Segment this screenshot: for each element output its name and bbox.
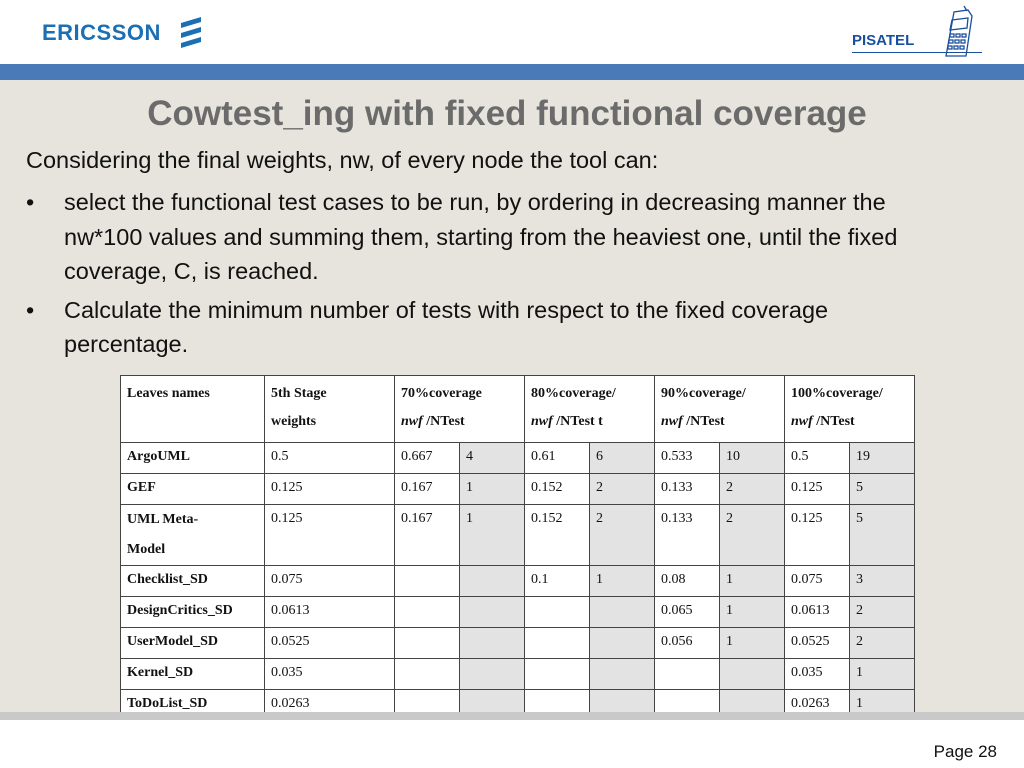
coverage-cell: 0.075: [785, 566, 850, 597]
coverage-cell: 0.0263: [785, 690, 850, 721]
ntest-cell: 6: [590, 443, 655, 474]
leaf-name-cell: Kernel_SD: [121, 659, 265, 690]
page-number: Page 28: [933, 742, 997, 761]
coverage-cell: 0.035: [785, 659, 850, 690]
intro-text: Considering the final weights, nw, of every node the tool can:: [26, 147, 659, 173]
weight-cell: 0.5: [265, 443, 395, 474]
coverage-cell: 0.152: [525, 474, 590, 505]
pisatel-logo-text: PISATEL: [852, 32, 915, 49]
coverage-cell: 0.133: [655, 474, 720, 505]
coverage-cell: 0.533: [655, 443, 720, 474]
weight-cell: 0.0525: [265, 628, 395, 659]
coverage-cell: 0.125: [785, 505, 850, 566]
bullet-dot: •: [26, 189, 35, 215]
weight-cell: 0.035: [265, 659, 395, 690]
ntest-cell: 5: [850, 505, 915, 566]
ntest-cell: 5: [850, 474, 915, 505]
coverage-cell: 0.167: [395, 505, 460, 566]
phone-icon: [932, 4, 982, 60]
coverage-cell: 0.667: [395, 443, 460, 474]
header-cell: 90%coverage/ nwf /NTest: [655, 376, 785, 443]
coverage-cell: 0.056: [655, 628, 720, 659]
coverage-cell: [395, 566, 460, 597]
ntest-cell: 1: [460, 505, 525, 566]
ntest-cell: 2: [720, 505, 785, 566]
coverage-cell: [525, 597, 590, 628]
table-row: [121, 659, 915, 690]
coverage-cell: [395, 628, 460, 659]
top-accent-bar: [0, 64, 1024, 80]
coverage-cell: 0.5: [785, 443, 850, 474]
leaf-name-cell: UserModel_SD: [121, 628, 265, 659]
ntest-cell: 2: [850, 628, 915, 659]
leaf-name-cell: ToDoList_SD: [121, 690, 265, 721]
ntest-cell: 1: [850, 690, 915, 721]
bullet-dot: •: [26, 296, 35, 323]
leaf-name-cell: UML Meta- Model: [121, 505, 265, 566]
coverage-cell: 0.0525: [785, 628, 850, 659]
ntest-cell: [590, 659, 655, 690]
coverage-cell: [395, 659, 460, 690]
ntest-cell: 10: [720, 443, 785, 474]
coverage-cell: 0.1: [525, 566, 590, 597]
table-row: [121, 474, 915, 505]
coverage-cell: 0.152: [525, 505, 590, 566]
slide-title: Cowtest_ing with fixed functional coverage: [147, 94, 867, 133]
bullet-item: [26, 185, 926, 289]
leaf-name-cell: GEF: [121, 474, 265, 505]
weight-cell: 0.0263: [265, 690, 395, 721]
leaf-name-cell: ArgoUML: [121, 443, 265, 474]
coverage-cell: 0.133: [655, 505, 720, 566]
ntest-cell: 4: [460, 443, 525, 474]
table-row: [121, 597, 915, 628]
coverage-cell: 0.065: [655, 597, 720, 628]
header-cell: 100%coverage/ nwf /NTest: [785, 376, 915, 443]
ntest-cell: 2: [590, 505, 655, 566]
bullet-text: Calculate the minimum number of tests with respect to the fixed coverage percentage.: [64, 296, 829, 357]
ntest-cell: 1: [460, 474, 525, 505]
table-row: [121, 443, 915, 474]
table-row: [121, 628, 915, 659]
header-cell: 70%coverage nwf /NTest: [395, 376, 525, 443]
ntest-cell: 1: [590, 566, 655, 597]
ntest-cell: [460, 628, 525, 659]
weight-cell: 0.125: [265, 505, 395, 566]
ericsson-stripes-icon: [177, 16, 205, 50]
bullet-list: [26, 185, 926, 366]
weight-cell: 0.125: [265, 474, 395, 505]
ntest-cell: 3: [850, 566, 915, 597]
coverage-cell: [655, 659, 720, 690]
coverage-cell: [395, 597, 460, 628]
leaf-name-cell: DesignCritics_SD: [121, 597, 265, 628]
ntest-cell: [460, 597, 525, 628]
coverage-cell: [525, 628, 590, 659]
coverage-cell: [525, 659, 590, 690]
table-header-row: [121, 376, 915, 443]
bullet-item: [26, 293, 926, 362]
ntest-cell: 1: [720, 628, 785, 659]
ntest-cell: [460, 659, 525, 690]
ntest-cell: 1: [720, 566, 785, 597]
weight-cell: 0.0613: [265, 597, 395, 628]
ntest-cell: 2: [850, 597, 915, 628]
ericsson-logo-text: ERICSSON: [42, 20, 161, 45]
coverage-cell: 0.0613: [785, 597, 850, 628]
ericsson-logo: [42, 16, 205, 50]
slide-footer: [0, 720, 1024, 768]
ntest-cell: 2: [720, 474, 785, 505]
ntest-cell: 1: [850, 659, 915, 690]
coverage-cell: 0.61: [525, 443, 590, 474]
coverage-cell: 0.08: [655, 566, 720, 597]
pisatel-logo: [852, 4, 982, 62]
bottom-accent-bar: [0, 712, 1024, 720]
ntest-cell: [720, 659, 785, 690]
ntest-cell: [460, 566, 525, 597]
ntest-cell: 2: [590, 474, 655, 505]
ntest-cell: 1: [720, 597, 785, 628]
ntest-cell: [590, 597, 655, 628]
slide-header: [0, 0, 1024, 64]
header-cell: 80%coverage/ nwf /NTest t: [525, 376, 655, 443]
header-cell: 5th Stage weights: [265, 376, 395, 443]
table-row: [121, 566, 915, 597]
bullet-text: select the functional test cases to be run, by ordering in decreasing manner the nw*100 values and summing them, starting from the heaviest one, until the fixed coverage, C, is reached.: [64, 189, 898, 284]
ntest-cell: [590, 628, 655, 659]
coverage-cell: 0.167: [395, 474, 460, 505]
coverage-cell: 0.125: [785, 474, 850, 505]
header-cell: Leaves names: [121, 376, 265, 443]
coverage-table: [120, 375, 915, 721]
leaf-name-cell: Checklist_SD: [121, 566, 265, 597]
ntest-cell: 19: [850, 443, 915, 474]
weight-cell: 0.075: [265, 566, 395, 597]
table-row: [121, 505, 915, 566]
